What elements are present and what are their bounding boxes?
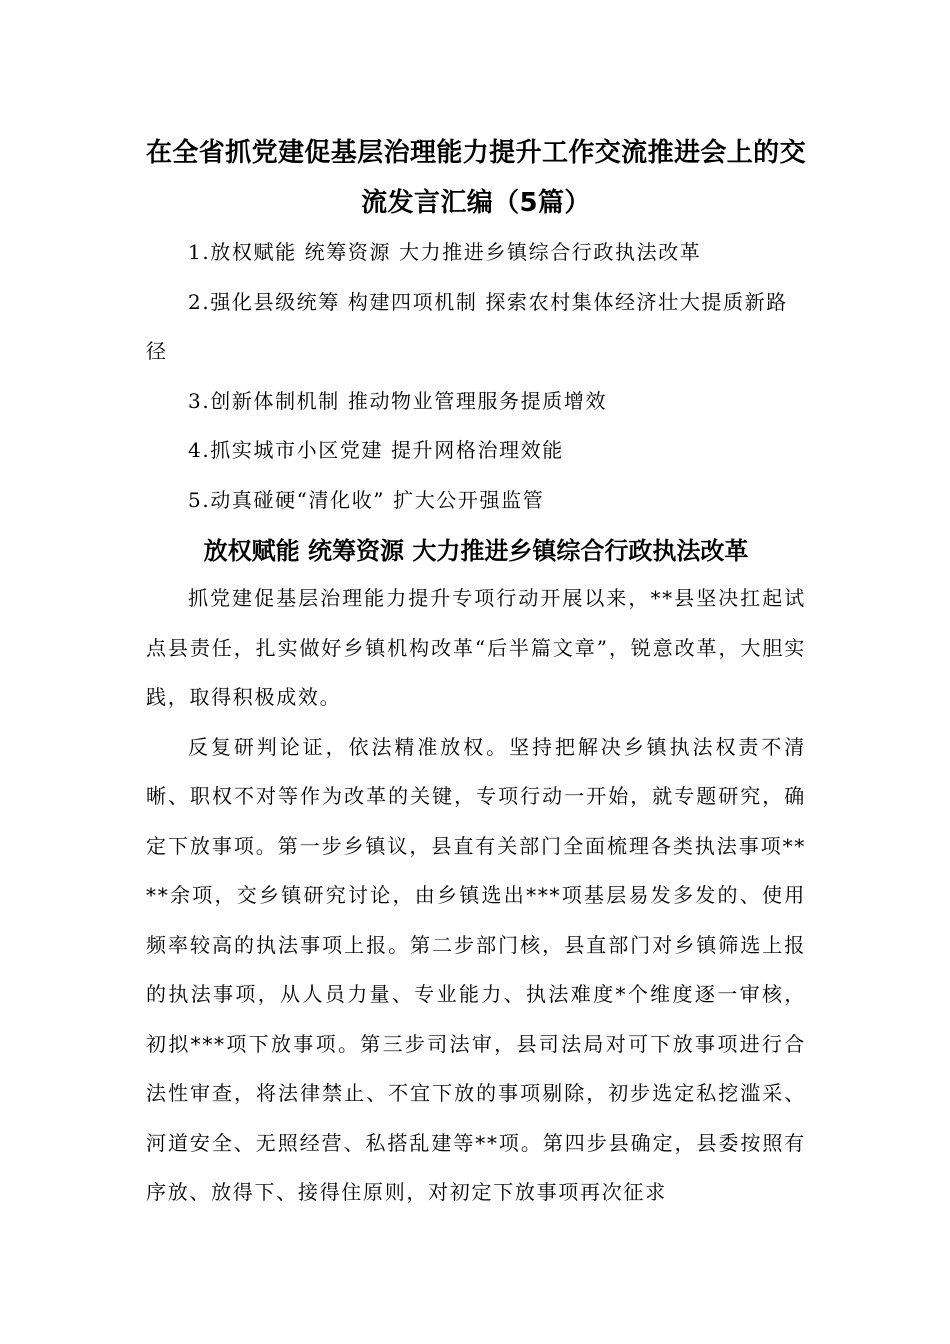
- toc-item: 4.抓实城市小区党建 提升网格治理效能: [188, 438, 564, 462]
- toc-item: 5.动真碰硬“清化收” 扩大公开强监管: [188, 487, 545, 512]
- section-heading: 放权赋能 统筹资源 大力推进乡镇综合行政执法改革: [203, 537, 749, 565]
- body-text: [146, 574, 806, 1218]
- document-title: 在全省抓党建促基层治理能力提升工作交流推进会上的交流发言汇编（5篇）: [145, 138, 806, 218]
- toc-item: 1.放权赋能 统筹资源 大力推进乡镇综合行政执法改革: [188, 240, 702, 264]
- toc-item: 3.创新体制机制 推动物业管理服务提质增效: [188, 388, 608, 413]
- paragraph: 抓党建促基层治理能力提升专项行动开展以来，**县坚决扛起试点县责任，扎实做好乡镇机构改革“后半篇文章”，锐意改革，大胆实践，取得积极成效。: [146, 586, 806, 709]
- table-of-contents: [146, 228, 806, 525]
- paragraph: 反复研判论证，依法精准放权。坚持把解决乡镇执法权责不清晰、职权不对等作为改革的关键，专项行动一开始，就专题研究，确定下放事项。第一步乡镇议，县直有关部门全面梳理各类执法事项****余项，交乡镇研究讨论，由乡镇选出***项基层易发多发的、使用频率较高的执法事项上报。第二步部门核，县直部门对乡镇筛选上报的执法事项，从人员力量、专业能力、执法难度*个维度逐一审核，初拟***项下放事项。第三步司法审，县司法局对可下放事项进行合法性审查，将法律禁止、不宜下放的事项剔除，初步选定私挖滥采、河道安全、无照经营、私搭乱建等**项。第四步县确定，县委按照有序放、放得下、接得住原则，对初定下放事项再次征求: [146, 734, 806, 1204]
- toc-item: 2.强化县级统筹 构建四项机制 探索农村集体经济壮大提质新路径: [146, 289, 788, 363]
